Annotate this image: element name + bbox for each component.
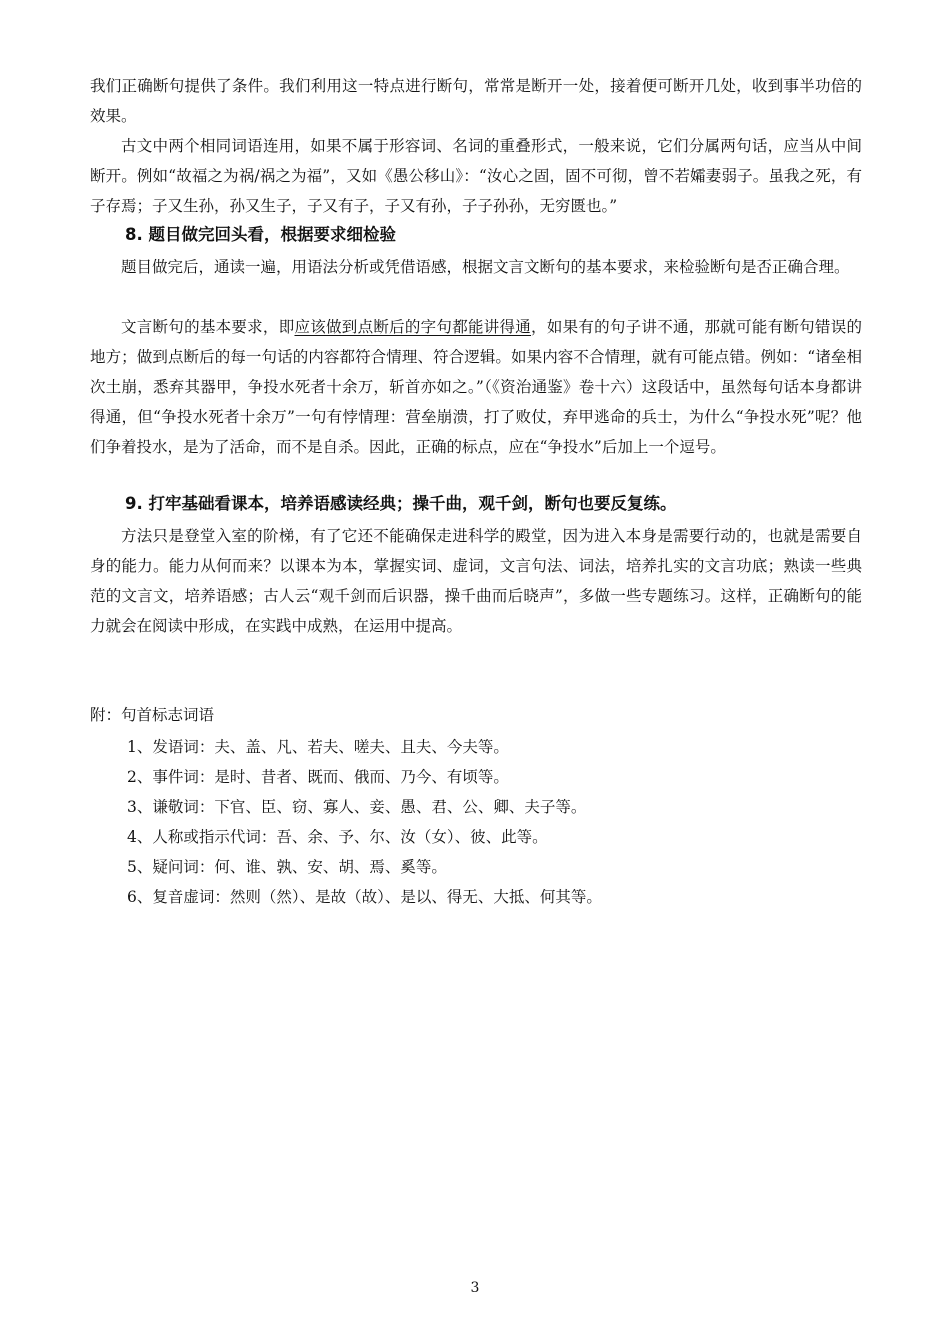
underlined-requirement: 应该做到点断后的字句都能讲得通: [294, 318, 532, 336]
section-heading-8: 8. 题目做完回头看，根据要求细检验: [125, 225, 396, 244]
list-item: 1、发语词：夫、盖、凡、若夫、嗟夫、且夫、今夫等。: [127, 738, 509, 756]
paragraph-basic-requirements-pre: 文言断句的基本要求，即: [121, 318, 295, 336]
list-item: 3、谦敬词：下官、臣、窃、寡人、妾、愚、君、公、卿、夫子等。: [127, 798, 587, 816]
list-item: 4、人称或指示代词：吾、余、予、尔、汝（女）、彼、此等。: [127, 828, 548, 846]
paragraph-basic-requirements-post: ，如果有的句子讲不通，那就可能有断句错误的地方；做到点断后的每一句话的内容都符合情理、符合逻辑。如果内容不合情理，就有可能点错。例如：“诸垒相次土崩，悉弃其器甲，争投水死者十余万，斩首亦如之。”（《资治通鉴》卷十六）这段话中，虽然每句话本身都讲得通，但“争投水死者十余万”一句有悖情理：营垒崩溃，打了败仗，弃甲逃命的兵士，为什么“争投水死”呢？他们争着投水，是为了活命，而不是自杀。因此，正确的标点，应在“争投水”后加上一个逗号。: [90, 318, 862, 456]
appendix-list: [127, 732, 602, 912]
paragraph-continuation: 我们正确断句提供了条件。我们利用这一特点进行断句，常常是断开一处，接着便可断开几处，收到事半功倍的效果。: [90, 77, 862, 125]
list-item: 6、复音虚词：然则（然）、是故（故）、是以、得无、大抵、何其等。: [127, 888, 602, 906]
paragraph-foundation: 方法只是登堂入室的阶梯，有了它还不能确保走进科学的殿堂，因为进入本身是需要行动的，也就是需要自身的能力。能力从何而来？以课本为本，掌握实词、虚词，文言句法、词法，培养扎实的文言功底；熟读一些典范的文言文，培养语感；古人云“观千剑而后识器，操千曲而后晓声”，多做一些专题练习。这样，正确断句的能力就会在阅读中形成，在实践中成熟，在运用中提高。: [90, 527, 862, 635]
page-number: 3: [470, 1280, 480, 1296]
paragraph-check-after: 题目做完后，通读一遍，用语法分析或凭借语感，根据文言文断句的基本要求，来检验断句是否正确合理。: [121, 258, 850, 276]
paragraph-repeated-words: 古文中两个相同词语连用，如果不属于形容词、名词的重叠形式，一般来说，它们分属两句话，应当从中间断开。例如“故福之为祸/祸之为福”，又如《愚公移山》：“汝心之固，固不可彻，曾不若孀妻弱子。虽我之死，有子存焉；子又生孙，孙又生子，子又有子，子又有孙，子子孙孙，无穷匮也。”: [90, 137, 862, 215]
list-item: 5、疑问词：何、谁、孰、安、胡、焉、奚等。: [127, 858, 447, 876]
list-item: 2、事件词：是时、昔者、既而、俄而、乃今、有顷等。: [127, 768, 509, 786]
appendix-title: 附：句首标志词语: [90, 706, 215, 724]
section-heading-9: 9. 打牢基础看课本，培养语感读经典；操千曲，观千剑，断句也要反复练。: [125, 494, 677, 513]
paragraph-basic-requirements: [90, 312, 862, 462]
